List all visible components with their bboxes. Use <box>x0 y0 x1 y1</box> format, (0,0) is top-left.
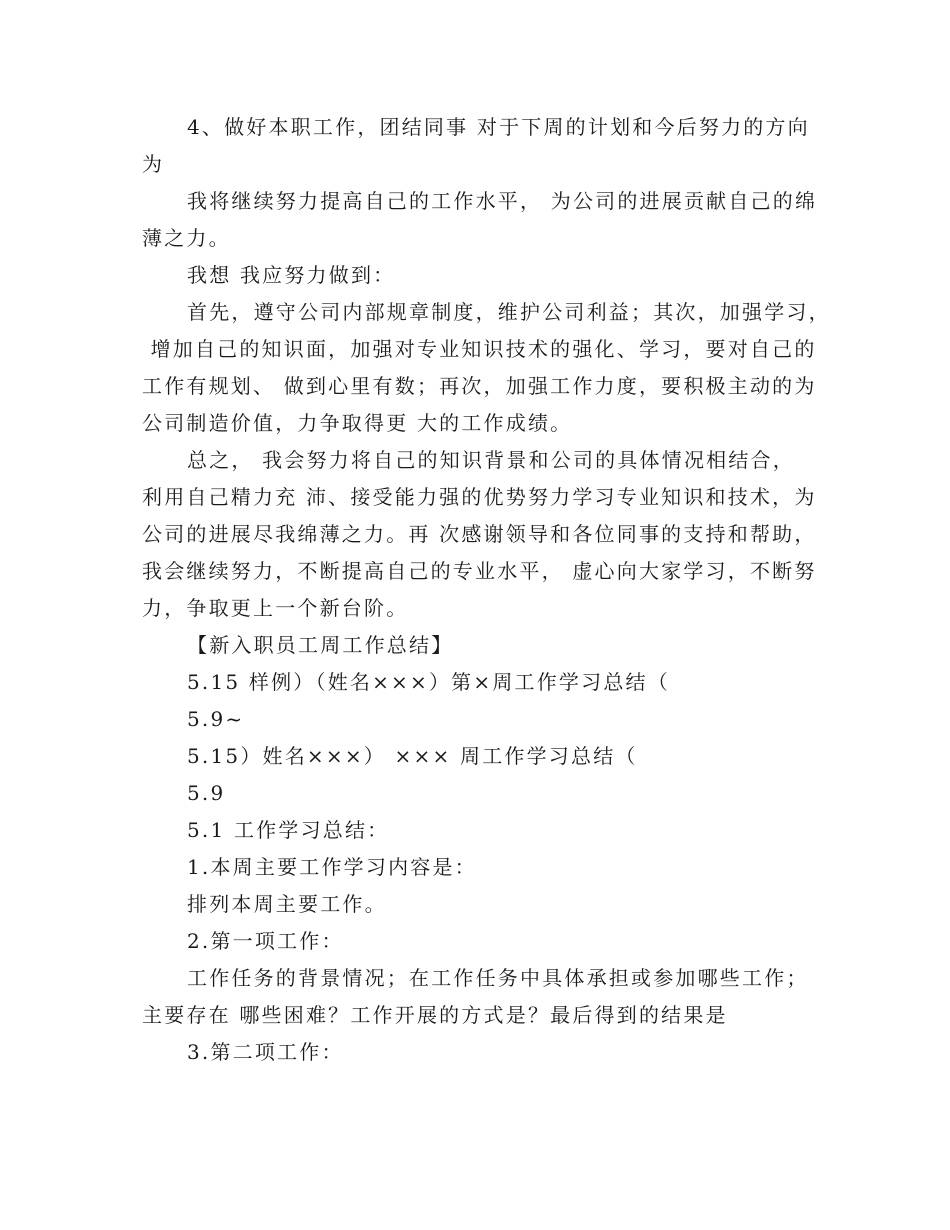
text-line: 4、做好本职工作，团结同事 对于下周的计划和今后努力的方向 <box>187 115 810 139</box>
section-heading: 【新入职员工周工作总结】 <box>187 633 454 657</box>
text-line: 首先，遵守公司内部规章制度，维护公司利益；其次，加强学习， <box>187 300 831 324</box>
text-line: 1.本周主要工作学习内容是： <box>187 855 477 879</box>
text-line: 主要存在 哪些困难？工作开展的方式是？最后得到的结果是 <box>142 1003 728 1027</box>
text-line: 为 <box>142 152 165 176</box>
text-line: 我会继续努力，不断提高自己的专业水平， 虚心向大家学习，不断努 <box>142 559 817 583</box>
text-line: 5.9~ <box>187 707 245 731</box>
text-line: 我想 我应努力做到： <box>187 263 396 287</box>
text-line: 我将继续努力提高自己的工作水平， 为公司的进展贡献自己的绵 <box>187 189 818 213</box>
text-line: 增加自己的知识面，加强对专业知识技术的强化、学习，要对自己的 <box>142 337 817 361</box>
text-line: 5.15 样例）（姓名×××）第×周工作学习总结（ <box>187 670 670 694</box>
text-line: 5.15）姓名×××） ××× 周工作学习总结（ <box>187 744 638 768</box>
text-line: 公司的进展尽我绵薄之力。再 次感谢领导和各位同事的支持和帮助， <box>142 522 817 546</box>
text-line: 公司制造价值，力争取得更 大的工作成绩。 <box>142 411 573 435</box>
text-line: 总之， 我会努力将自己的知识背景和公司的具体情况相结合， <box>187 448 795 472</box>
text-line: 工作有规划、 做到心里有数；再次，加强工作力度，要积极主动的为 <box>142 374 817 398</box>
text-line: 3.第二项工作： <box>187 1040 344 1064</box>
text-line: 工作任务的背景情况；在工作任务中具体承担或参加哪些工作； <box>187 966 809 990</box>
text-line: 利用自己精力充 沛、接受能力强的优势努力学习专业知识和技术，为 <box>142 485 817 509</box>
text-line: 2.第一项工作： <box>187 929 344 953</box>
text-line: 排列本周主要工作。 <box>187 892 387 916</box>
text-line: 5.1 工作学习总结： <box>187 818 390 842</box>
text-line: 薄之力。 <box>142 226 231 250</box>
text-line: 力，争取更上一个新台阶。 <box>142 596 409 620</box>
text-line: 5.9 <box>187 781 226 805</box>
